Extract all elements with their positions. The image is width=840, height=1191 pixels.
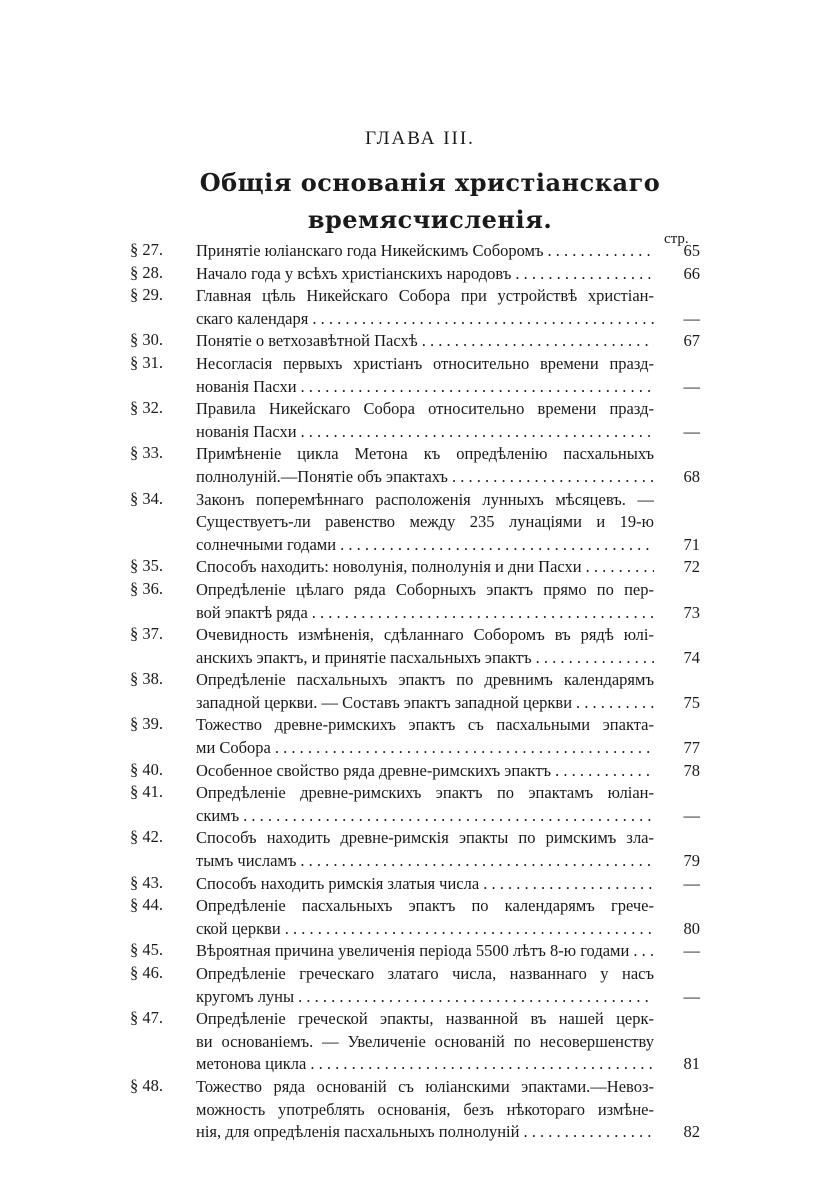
- toc-entry-line-text: Главная цѣль Никейскаго Собора при устройствѣ христіан-: [196, 286, 654, 306]
- toc-entry-text: [196, 963, 654, 1008]
- toc-entry-line-text: Способъ находить: новолунія, полнолунія и дни Пасхи: [196, 557, 582, 577]
- toc-page-number: 78: [683, 760, 700, 780]
- toc-dot-leader: [301, 421, 654, 444]
- toc-entry-line-text: нія, для опредѣленія пасхальныхъ полнолуній: [196, 1122, 520, 1142]
- toc-entry-line-text: Законъ поперемѣннаго расположенія лунныхъ мѣсяцевъ. —: [196, 489, 654, 509]
- toc-entry: [130, 669, 700, 714]
- toc-entry-line: [196, 850, 654, 873]
- toc-dot-leader: [452, 466, 654, 489]
- toc-entry-line-text: Вѣроятная причина увеличенія періода 5500 лѣтъ 8-ю годами: [196, 941, 630, 961]
- toc-dot-leader: [312, 308, 654, 331]
- toc-entry-line-text: нованія Пасхи: [196, 376, 297, 396]
- toc-entry-line-text: кругомъ луны: [196, 986, 295, 1006]
- toc-entry-line: [196, 986, 654, 1009]
- toc-page-number: 74: [683, 647, 700, 667]
- toc-dot-leader: [536, 647, 654, 670]
- toc-entry-line: [196, 692, 654, 715]
- toc-entry-line: [196, 511, 654, 534]
- toc-entry: [130, 827, 700, 872]
- toc-page-number: 72: [683, 557, 700, 577]
- toc-entry-line: [196, 963, 654, 986]
- toc-entry-line: [196, 895, 654, 918]
- toc-section-number: § 47.: [130, 1008, 163, 1028]
- toc-section-number: § 34.: [130, 488, 163, 508]
- toc-entry-line: [196, 1099, 654, 1122]
- toc-entry-line-text: Очевидность измѣненія, сдѣланнаго Соборомъ въ рядѣ юлі-: [196, 625, 654, 645]
- chapter-title-line-2: времясчисленія.: [307, 205, 553, 234]
- toc-entry-line: [196, 714, 654, 737]
- toc-entry: [130, 624, 700, 669]
- toc-entry-line-text: Опредѣленіе греческаго златаго числа, названнаго у насъ: [196, 964, 654, 983]
- toc-entry-text: [196, 782, 654, 827]
- toc-page-number: 65: [683, 241, 700, 260]
- toc-section-number: § 42.: [130, 827, 163, 847]
- toc-entry-line: [196, 1121, 654, 1144]
- toc-entry-line-text: Примѣненіе цикла Метона къ опредѣленію пасхальныхъ: [196, 444, 654, 464]
- toc-entry: [130, 1008, 700, 1076]
- toc-section-number: § 33.: [130, 443, 163, 463]
- toc-entry: [130, 353, 700, 398]
- toc-entry-text: [196, 624, 654, 669]
- toc-dot-leader: [275, 737, 654, 760]
- toc-entry-line-text: скаго календаря: [196, 308, 309, 328]
- toc-page-number: 77: [683, 738, 700, 758]
- toc-entry-text: [196, 895, 654, 940]
- toc-entry-line: [196, 353, 654, 376]
- toc-entry-line: [196, 760, 654, 783]
- toc-entry-line: [196, 421, 654, 444]
- toc-entry-line: [196, 330, 654, 353]
- toc-entry-line-text: анскихъ эпактъ, и принятіе пасхальныхъ эпактъ: [196, 647, 532, 667]
- toc-page-number: —: [683, 805, 700, 825]
- toc-entry-text: [196, 1008, 654, 1076]
- chapter-heading: ГЛАВА III.: [365, 128, 475, 149]
- toc-dot-leader: [515, 263, 654, 286]
- toc-entry-line: [196, 579, 654, 602]
- toc-page-number: 82: [683, 1122, 700, 1142]
- toc-dot-leader: [523, 1121, 654, 1144]
- toc-section-number: § 41.: [130, 782, 163, 802]
- toc-entry: [130, 579, 700, 624]
- toc-entry-line-text: Правила Никейскаго Собора относительно времени празд-: [196, 399, 654, 419]
- toc-page-number: 73: [683, 602, 700, 622]
- toc-dot-leader: [298, 986, 654, 1009]
- toc-section-number: § 46.: [130, 963, 163, 982]
- toc-entry-line-text: Несогласія первыхъ христіанъ относительно времени празд-: [196, 353, 654, 373]
- toc-section-number: § 28.: [130, 262, 163, 282]
- toc-page-number: —: [683, 376, 700, 396]
- toc-entry-line: [196, 827, 654, 850]
- toc-entry-text: [196, 285, 654, 330]
- toc-entry-line-text: Начало года у всѣхъ христіанскихъ народовъ: [196, 263, 512, 283]
- toc-entry-text: [196, 873, 654, 896]
- toc-section-number: § 31.: [130, 352, 163, 372]
- toc-entry: [130, 263, 700, 286]
- toc-entry-line-text: Тожество ряда основаній съ юліанскими эпактами.—Невоз-: [196, 1076, 654, 1096]
- toc-entry: [130, 330, 700, 353]
- toc-entry: [130, 1076, 700, 1144]
- toc-entry-line-text: Опредѣленіе цѣлаго ряда Соборныхъ эпактъ прямо по пер-: [196, 579, 654, 599]
- toc-entry-line: [196, 1031, 654, 1054]
- toc-dot-leader: [310, 1053, 654, 1076]
- toc-entry-line-text: Особенное свойство ряда древне-римскихъ эпактъ: [196, 760, 552, 780]
- toc-entry-line-text: Опредѣленіе греческой эпакты, названной въ нашей церк-: [196, 1009, 654, 1029]
- toc-entry-line: [196, 782, 654, 805]
- toc-entry-line: [196, 285, 654, 308]
- page-column-label: стр.: [664, 231, 689, 247]
- toc-entry: [130, 556, 700, 579]
- toc-page-number: 66: [683, 263, 700, 283]
- toc-entry-line-text: Способъ находить древне-римскія эпакты по римскимъ зла-: [196, 828, 654, 848]
- toc-dot-leader: [586, 556, 654, 579]
- toc-entry-text: [196, 263, 654, 286]
- toc-section-number: § 35.: [130, 556, 163, 576]
- toc-entry-line: [196, 398, 654, 421]
- toc-section-number: § 43.: [130, 872, 163, 892]
- toc-entry: [130, 760, 700, 783]
- toc-section-number: § 44.: [130, 895, 163, 915]
- toc-entry-line-text: можность употреблять основанія, безъ нѣкотораго измѣне-: [196, 1099, 654, 1119]
- toc-entry-line: [196, 647, 654, 670]
- toc-entry-line: [196, 602, 654, 625]
- toc-entry-line: [196, 263, 654, 286]
- toc-entry-text: [196, 556, 654, 579]
- toc-entry-line-text: Способъ находить римскія златыя числа: [196, 873, 480, 893]
- toc-entry-text: [196, 330, 654, 353]
- toc-entry-line: [196, 308, 654, 331]
- toc-section-number: § 29.: [130, 285, 163, 305]
- toc-entry-line-text: западной церкви. — Составъ эпактъ западной церкви: [196, 692, 573, 712]
- toc-page-number: 80: [683, 918, 700, 938]
- toc-page-number: —: [683, 986, 700, 1006]
- toc-entry: [130, 782, 700, 827]
- toc-page-number: —: [683, 421, 700, 441]
- toc-entry-line: [196, 376, 654, 399]
- toc-page-number: —: [683, 941, 700, 961]
- toc-page-number: 68: [683, 466, 700, 486]
- toc-section-number: § 40.: [130, 759, 163, 779]
- toc-entry-line: [196, 624, 654, 647]
- toc-entry-line-text: Опредѣленіе пасхальныхъ эпактъ по календарямъ грече-: [196, 896, 654, 916]
- toc-dot-leader: [312, 602, 654, 625]
- toc-entry-line: [196, 534, 654, 557]
- toc-entry-line: [196, 940, 654, 963]
- toc-page-number: 75: [683, 692, 700, 712]
- toc-entry-line: [196, 443, 654, 466]
- toc-entry: [130, 398, 700, 443]
- toc-entry-text: [196, 760, 654, 783]
- toc-entry-text: [196, 353, 654, 398]
- toc-entry-line: [196, 1053, 654, 1076]
- toc-entry-line: [196, 556, 654, 579]
- toc-dot-leader: [285, 918, 654, 941]
- toc-entry: [130, 285, 700, 330]
- toc-section-number: § 38.: [130, 669, 163, 689]
- toc-dot-leader: [633, 940, 654, 963]
- toc-entry-line-text: полнолуній.—Понятіе объ эпактахъ: [196, 466, 448, 486]
- toc-entry-text: [196, 940, 654, 963]
- toc-entry-line: [196, 1076, 654, 1099]
- toc-entry-line-text: Тожество древне-римскихъ эпактъ съ пасхальными эпакта-: [196, 715, 654, 735]
- toc-entry: [130, 963, 700, 1008]
- toc-entry-line-text: Опредѣленіе пасхальныхъ эпактъ по древнимъ календарямъ: [196, 670, 654, 690]
- toc-dot-leader: [555, 760, 654, 783]
- toc-entry-line-text: солнечными годами: [196, 534, 337, 554]
- toc-entry-line: [196, 669, 654, 692]
- toc-entry-line-text: Существуетъ-ли равенство между 235 лунаціями и 19-ю: [196, 512, 654, 532]
- toc-entry-line-text: скимъ: [196, 805, 240, 825]
- toc-entry-text: [196, 669, 654, 714]
- toc-entry-line-text: Опредѣленіе древне-римскихъ эпактъ по эпактамъ юліан-: [196, 783, 654, 803]
- toc-dot-leader: [301, 376, 654, 399]
- toc-entry-line-text: тымъ числамъ: [196, 851, 297, 871]
- toc-entry-line-text: Понятіе о ветхозавѣтной Пасхѣ: [196, 331, 418, 351]
- toc-section-number: § 45.: [130, 940, 163, 960]
- toc-entry-text: [196, 579, 654, 624]
- chapter-title-line-1: Общія основанія христіанскаго: [199, 168, 661, 197]
- toc-entry-line: [196, 240, 654, 263]
- toc-section-number: § 27.: [130, 240, 163, 259]
- toc-entry: [130, 895, 700, 940]
- toc-page-number: —: [683, 308, 700, 328]
- toc-entry-text: [196, 398, 654, 443]
- toc-page-number: 79: [683, 851, 700, 871]
- toc-entry: [130, 240, 700, 263]
- toc-page-number: 71: [683, 534, 700, 554]
- toc-entry-text: [196, 827, 654, 872]
- toc-entry-text: [196, 1076, 654, 1144]
- toc-dot-leader: [340, 534, 654, 557]
- toc-dot-leader: [300, 850, 654, 873]
- toc-dot-leader: [576, 692, 654, 715]
- toc-dot-leader: [422, 330, 654, 353]
- toc-entry-text: [196, 240, 654, 263]
- toc-entry: [130, 873, 700, 896]
- toc-page-number: 81: [683, 1054, 700, 1074]
- toc-entry-text: [196, 489, 654, 557]
- toc-section-number: § 48.: [130, 1075, 163, 1095]
- toc-dot-leader: [243, 805, 654, 828]
- toc-section-number: § 37.: [130, 624, 163, 644]
- toc-entry-line-text: Принятіе юліанскаго года Никейскимъ Соборомъ: [196, 241, 544, 260]
- toc-section-number: § 36.: [130, 578, 163, 598]
- toc-entry: [130, 489, 700, 557]
- toc-entry-line: [196, 1008, 654, 1031]
- toc-dot-leader: [483, 873, 654, 896]
- toc-entry-line: [196, 873, 654, 896]
- toc-entry-text: [196, 443, 654, 488]
- toc-entry-line-text: нованія Пасхи: [196, 421, 297, 441]
- toc-section-number: § 39.: [130, 714, 163, 734]
- toc-dot-leader: [548, 240, 655, 263]
- toc-entry: [130, 443, 700, 488]
- chapter-title: [140, 164, 720, 238]
- toc-entry-line-text: ви основаніемъ. — Увеличеніе основаній по несовершенству: [196, 1031, 654, 1051]
- toc-entry-text: [196, 714, 654, 759]
- table-of-contents: [130, 240, 700, 1144]
- toc-entry-line-text: вой эпактѣ ряда: [196, 602, 308, 622]
- toc-section-number: § 30.: [130, 330, 163, 350]
- toc-entry: [130, 714, 700, 759]
- toc-entry-line: [196, 805, 654, 828]
- toc-section-number: § 32.: [130, 398, 163, 418]
- toc-entry-line-text: метонова цикла: [196, 1054, 307, 1074]
- toc-entry-line: [196, 737, 654, 760]
- toc-entry-line: [196, 489, 654, 512]
- toc-page-number: 67: [683, 331, 700, 351]
- toc-entry-line: [196, 466, 654, 489]
- toc-entry-line: [196, 918, 654, 941]
- toc-entry: [130, 940, 700, 963]
- toc-page-number: —: [683, 873, 700, 893]
- toc-entry-line-text: ской церкви: [196, 918, 281, 938]
- toc-entry-line-text: ми Собора: [196, 738, 271, 758]
